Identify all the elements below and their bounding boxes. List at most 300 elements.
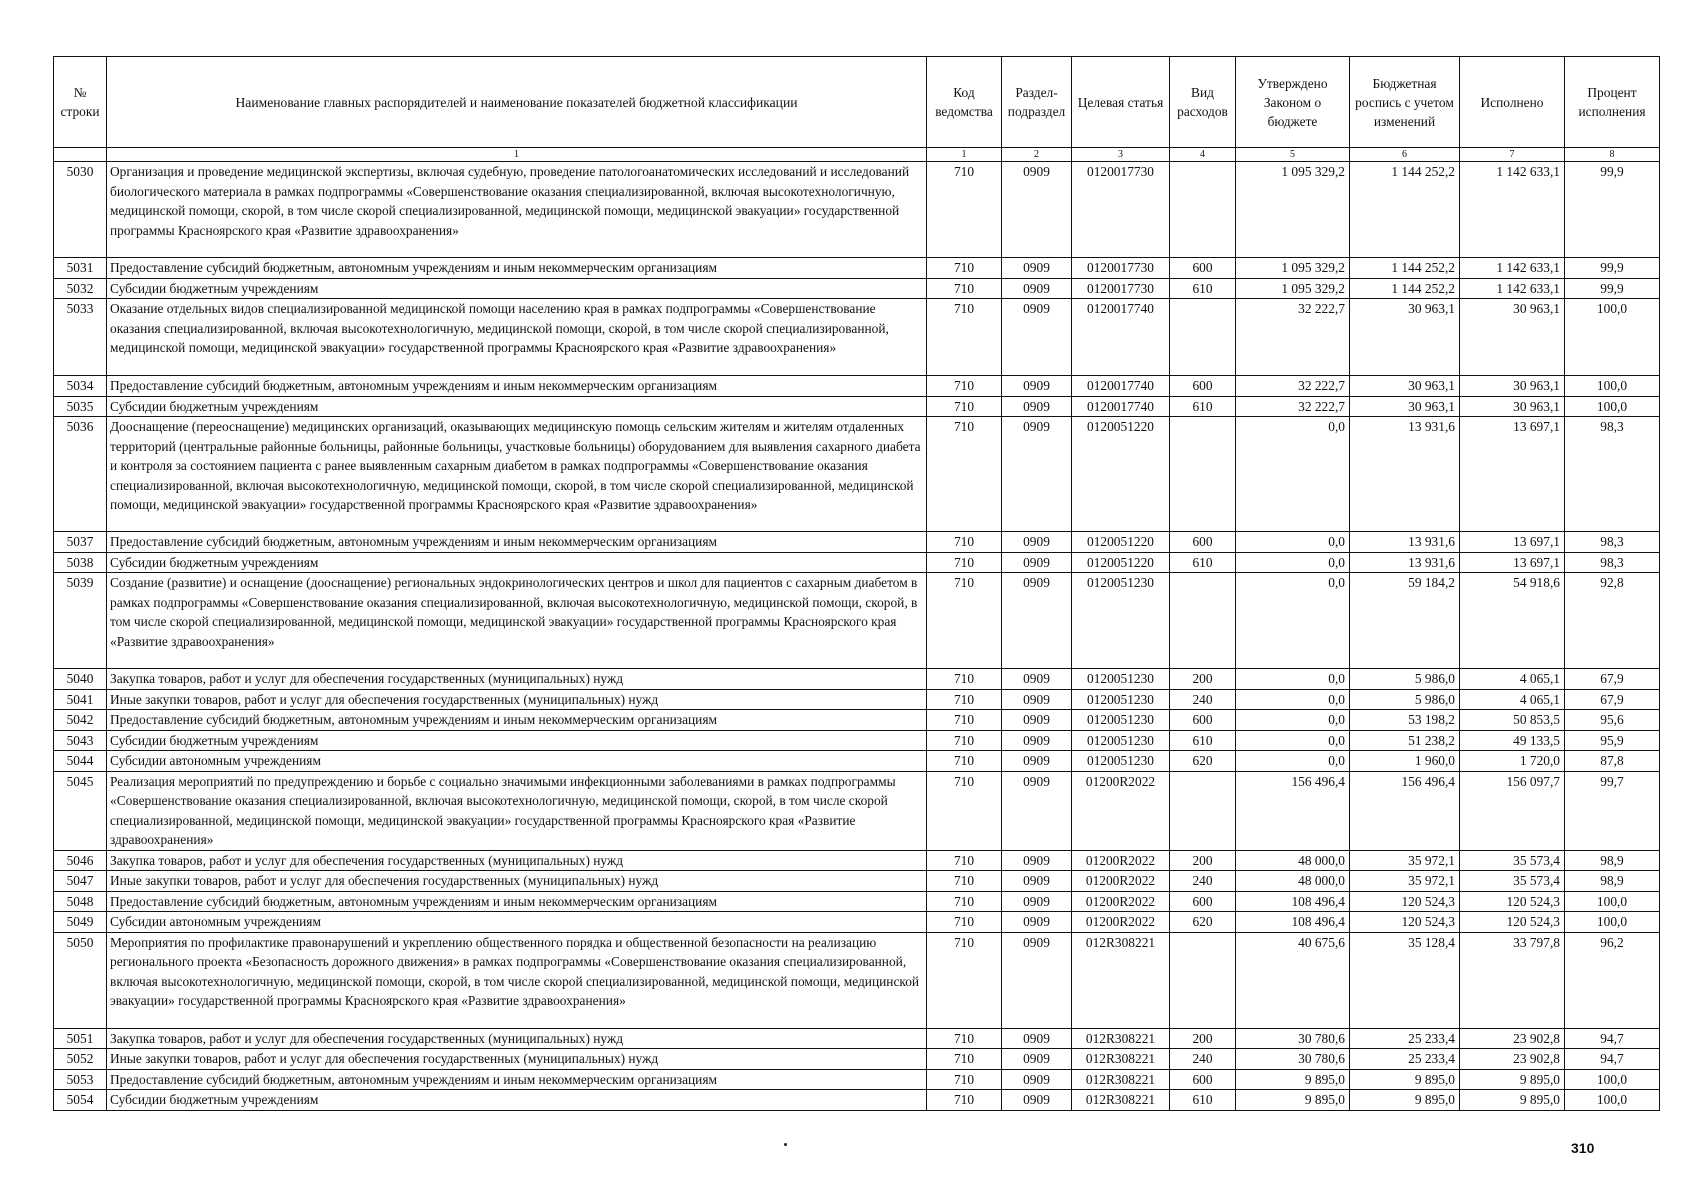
row-number: 5053	[54, 1069, 107, 1090]
row-target-item: 0120017740	[1072, 299, 1170, 376]
column-number	[54, 148, 107, 162]
row-expense-type: 610	[1170, 396, 1236, 417]
row-percent: 98,3	[1565, 552, 1660, 573]
row-expense-type: 200	[1170, 850, 1236, 871]
row-dept-code: 710	[927, 278, 1002, 299]
row-dept-code: 710	[927, 850, 1002, 871]
row-section: 0909	[1002, 669, 1072, 690]
row-budget-schedule: 1 144 252,2	[1350, 278, 1460, 299]
column-number: 1	[107, 148, 927, 162]
row-expense-type: 610	[1170, 730, 1236, 751]
row-executed: 30 963,1	[1460, 376, 1565, 397]
table-row	[54, 730, 1660, 751]
row-dept-code: 710	[927, 669, 1002, 690]
row-approved: 48 000,0	[1236, 871, 1350, 892]
row-percent: 67,9	[1565, 689, 1660, 710]
row-target-item: 0120051220	[1072, 552, 1170, 573]
row-target-item: 012R308221	[1072, 1028, 1170, 1049]
row-name: Мероприятия по профилактике правонарушений и укреплению общественного порядка и общественной безопасности на реализацию регионального проекта «Безопасность дорожного движения» в рамках подпрограммы «Совершенствование оказания специализированной, включая высокотехнологичную, медицинской помощи, скорой, в том числе скорой специализированной, медицинской помощи, медицинской эвакуации» государственной программы Красноярского края «Развитие здравоохранения»	[107, 932, 927, 1028]
row-expense-type	[1170, 771, 1236, 850]
row-budget-schedule: 35 128,4	[1350, 932, 1460, 1028]
row-dept-code: 710	[927, 932, 1002, 1028]
row-approved: 0,0	[1236, 417, 1350, 532]
row-dept-code: 710	[927, 162, 1002, 258]
row-budget-schedule: 9 895,0	[1350, 1090, 1460, 1111]
row-target-item: 0120051220	[1072, 532, 1170, 553]
row-executed: 23 902,8	[1460, 1028, 1565, 1049]
table-row	[54, 850, 1660, 871]
row-approved: 108 496,4	[1236, 912, 1350, 933]
row-name: Закупка товаров, работ и услуг для обеспечения государственных (муниципальных) нужд	[107, 669, 927, 690]
table-row	[54, 710, 1660, 731]
row-section: 0909	[1002, 278, 1072, 299]
row-executed: 120 524,3	[1460, 912, 1565, 933]
row-target-item: 0120051230	[1072, 751, 1170, 772]
row-executed: 1 142 633,1	[1460, 278, 1565, 299]
row-section: 0909	[1002, 1049, 1072, 1070]
row-expense-type	[1170, 932, 1236, 1028]
row-executed: 54 918,6	[1460, 573, 1565, 669]
row-budget-schedule: 59 184,2	[1350, 573, 1460, 669]
row-dept-code: 710	[927, 258, 1002, 279]
row-budget-schedule: 13 931,6	[1350, 417, 1460, 532]
row-executed: 49 133,5	[1460, 730, 1565, 751]
row-section: 0909	[1002, 552, 1072, 573]
row-executed: 1 142 633,1	[1460, 258, 1565, 279]
row-expense-type: 200	[1170, 1028, 1236, 1049]
row-executed: 35 573,4	[1460, 850, 1565, 871]
row-expense-type: 600	[1170, 710, 1236, 731]
row-number: 5051	[54, 1028, 107, 1049]
row-dept-code: 710	[927, 751, 1002, 772]
column-number-row	[54, 148, 1660, 162]
row-approved: 40 675,6	[1236, 932, 1350, 1028]
row-approved: 108 496,4	[1236, 891, 1350, 912]
row-number: 5047	[54, 871, 107, 892]
row-approved: 9 895,0	[1236, 1090, 1350, 1111]
row-expense-type: 600	[1170, 1069, 1236, 1090]
table-row	[54, 771, 1660, 850]
row-target-item: 01200R2022	[1072, 850, 1170, 871]
row-name: Предоставление субсидий бюджетным, автономным учреждениям и иным некоммерческим организациям	[107, 376, 927, 397]
row-approved: 156 496,4	[1236, 771, 1350, 850]
row-approved: 9 895,0	[1236, 1069, 1350, 1090]
row-executed: 156 097,7	[1460, 771, 1565, 850]
row-percent: 92,8	[1565, 573, 1660, 669]
row-target-item: 01200R2022	[1072, 912, 1170, 933]
row-expense-type: 600	[1170, 376, 1236, 397]
table-row	[54, 573, 1660, 669]
column-number: 1	[927, 148, 1002, 162]
row-approved: 1 095 329,2	[1236, 278, 1350, 299]
row-budget-schedule: 9 895,0	[1350, 1069, 1460, 1090]
row-number: 5054	[54, 1090, 107, 1111]
row-name: Закупка товаров, работ и услуг для обеспечения государственных (муниципальных) нужд	[107, 850, 927, 871]
row-section: 0909	[1002, 299, 1072, 376]
row-expense-type	[1170, 417, 1236, 532]
row-section: 0909	[1002, 1090, 1072, 1111]
row-section: 0909	[1002, 771, 1072, 850]
row-name: Оказание отдельных видов специализированной медицинской помощи населению края в рамках подпрограммы «Совершенствование оказания специализированной, включая высокотехнологичную, медицинской помощи, скорой, в том числе скорой специализированной, медицинской помощи, медицинской эвакуации» государственной программы Красноярского края «Развитие здравоохранения»	[107, 299, 927, 376]
row-percent: 98,9	[1565, 850, 1660, 871]
row-percent: 100,0	[1565, 396, 1660, 417]
row-section: 0909	[1002, 532, 1072, 553]
header-executed: Исполнено	[1460, 57, 1565, 148]
row-name: Предоставление субсидий бюджетным, автономным учреждениям и иным некоммерческим организациям	[107, 532, 927, 553]
row-approved: 0,0	[1236, 710, 1350, 731]
table-row	[54, 376, 1660, 397]
row-name: Иные закупки товаров, работ и услуг для обеспечения государственных (муниципальных) нужд	[107, 871, 927, 892]
table-row	[54, 278, 1660, 299]
table-row	[54, 1069, 1660, 1090]
row-name: Субсидии автономным учреждениям	[107, 912, 927, 933]
row-approved: 1 095 329,2	[1236, 258, 1350, 279]
row-percent: 94,7	[1565, 1028, 1660, 1049]
row-number: 5048	[54, 891, 107, 912]
row-budget-schedule: 120 524,3	[1350, 891, 1460, 912]
row-budget-schedule: 53 198,2	[1350, 710, 1460, 731]
table-row	[54, 751, 1660, 772]
row-section: 0909	[1002, 573, 1072, 669]
row-approved: 48 000,0	[1236, 850, 1350, 871]
row-section: 0909	[1002, 710, 1072, 731]
row-percent: 100,0	[1565, 912, 1660, 933]
row-name: Предоставление субсидий бюджетным, автономным учреждениям и иным некоммерческим организациям	[107, 258, 927, 279]
row-target-item: 0120017740	[1072, 396, 1170, 417]
row-target-item: 0120051230	[1072, 710, 1170, 731]
table-row	[54, 552, 1660, 573]
row-executed: 23 902,8	[1460, 1049, 1565, 1070]
row-section: 0909	[1002, 376, 1072, 397]
header-target-item: Целевая статья	[1072, 57, 1170, 148]
row-approved: 0,0	[1236, 532, 1350, 553]
column-number: 4	[1170, 148, 1236, 162]
row-expense-type	[1170, 162, 1236, 258]
row-budget-schedule: 120 524,3	[1350, 912, 1460, 933]
row-target-item: 012R308221	[1072, 1090, 1170, 1111]
row-approved: 0,0	[1236, 552, 1350, 573]
row-dept-code: 710	[927, 1069, 1002, 1090]
row-name: Субсидии бюджетным учреждениям	[107, 730, 927, 751]
row-expense-type: 610	[1170, 278, 1236, 299]
row-percent: 99,9	[1565, 162, 1660, 258]
row-approved: 30 780,6	[1236, 1049, 1350, 1070]
row-target-item: 01200R2022	[1072, 891, 1170, 912]
row-section: 0909	[1002, 1069, 1072, 1090]
row-percent: 98,9	[1565, 871, 1660, 892]
row-approved: 0,0	[1236, 669, 1350, 690]
row-budget-schedule: 25 233,4	[1350, 1049, 1460, 1070]
table-row	[54, 1049, 1660, 1070]
row-name: Реализация мероприятий по предупреждению и борьбе с социально значимыми инфекционными заболеваниями в рамках подпрограммы «Совершенствование оказания специализированной, включая высокотехнологичную, медицинской помощи, скорой, в том числе скорой специализированной, медицинской помощи, медицинской эвакуации» государственной программы Красноярского края «Развитие здравоохранения»	[107, 771, 927, 850]
row-percent: 100,0	[1565, 1069, 1660, 1090]
row-name: Предоставление субсидий бюджетным, автономным учреждениям и иным некоммерческим организациям	[107, 1069, 927, 1090]
row-executed: 13 697,1	[1460, 532, 1565, 553]
row-target-item: 0120051230	[1072, 573, 1170, 669]
row-target-item: 0120017740	[1072, 376, 1170, 397]
row-target-item: 0120017730	[1072, 278, 1170, 299]
row-approved: 0,0	[1236, 689, 1350, 710]
row-section: 0909	[1002, 871, 1072, 892]
row-percent: 99,9	[1565, 258, 1660, 279]
row-number: 5049	[54, 912, 107, 933]
row-executed: 30 963,1	[1460, 299, 1565, 376]
row-dept-code: 710	[927, 1090, 1002, 1111]
row-name: Создание (развитие) и оснащение (дооснащение) региональных эндокринологических центров и школ для пациентов с сахарным диабетом в рамках подпрограммы «Совершенствование оказания специализированной, включая высокотехнологичную, медицинской помощи, скорой, в том числе скорой специализированной, медицинской помощи, медицинской эвакуации» государственной программы Красноярского края «Развитие здравоохранения»	[107, 573, 927, 669]
row-approved: 1 095 329,2	[1236, 162, 1350, 258]
row-number: 5046	[54, 850, 107, 871]
row-percent: 100,0	[1565, 299, 1660, 376]
table-row	[54, 258, 1660, 279]
row-percent: 99,9	[1565, 278, 1660, 299]
row-executed: 1 142 633,1	[1460, 162, 1565, 258]
table-row	[54, 932, 1660, 1028]
row-percent: 100,0	[1565, 1090, 1660, 1111]
scan-dot	[784, 1143, 787, 1146]
table-row	[54, 871, 1660, 892]
header-name: Наименование главных распорядителей и наименование показателей бюджетной классификации	[107, 57, 927, 148]
row-budget-schedule: 1 144 252,2	[1350, 162, 1460, 258]
row-percent: 96,2	[1565, 932, 1660, 1028]
table-row	[54, 1090, 1660, 1111]
row-approved: 32 222,7	[1236, 299, 1350, 376]
row-target-item: 0120051230	[1072, 689, 1170, 710]
row-expense-type: 600	[1170, 258, 1236, 279]
row-name: Предоставление субсидий бюджетным, автономным учреждениям и иным некоммерческим организациям	[107, 710, 927, 731]
budget-execution-table	[53, 56, 1660, 1111]
row-expense-type: 600	[1170, 891, 1236, 912]
row-approved: 32 222,7	[1236, 396, 1350, 417]
row-number: 5043	[54, 730, 107, 751]
row-executed: 4 065,1	[1460, 669, 1565, 690]
row-target-item: 01200R2022	[1072, 871, 1170, 892]
row-target-item: 01200R2022	[1072, 771, 1170, 850]
row-number: 5037	[54, 532, 107, 553]
row-percent: 100,0	[1565, 376, 1660, 397]
row-budget-schedule: 1 144 252,2	[1350, 258, 1460, 279]
row-executed: 13 697,1	[1460, 552, 1565, 573]
row-budget-schedule: 30 963,1	[1350, 299, 1460, 376]
column-number: 2	[1002, 148, 1072, 162]
row-target-item: 0120051220	[1072, 417, 1170, 532]
table-row	[54, 891, 1660, 912]
row-dept-code: 710	[927, 689, 1002, 710]
row-budget-schedule: 13 931,6	[1350, 532, 1460, 553]
table-row	[54, 689, 1660, 710]
row-expense-type: 610	[1170, 552, 1236, 573]
column-number: 3	[1072, 148, 1170, 162]
row-name: Субсидии бюджетным учреждениям	[107, 278, 927, 299]
row-budget-schedule: 51 238,2	[1350, 730, 1460, 751]
row-dept-code: 710	[927, 1049, 1002, 1070]
row-dept-code: 710	[927, 891, 1002, 912]
row-expense-type: 620	[1170, 912, 1236, 933]
row-target-item: 0120051230	[1072, 730, 1170, 751]
row-name: Субсидии автономным учреждениям	[107, 751, 927, 772]
row-percent: 87,8	[1565, 751, 1660, 772]
row-name: Дооснащение (переоснащение) медицинских организаций, оказывающих медицинскую помощь сельским жителям и жителям отдаленных территорий (центральные районные больницы, районные больницы, участковые больницы) оборудованием для выявления сахарного диабета и контроля за состоянием пациента с ранее выявленным сахарным диабетом в рамках подпрограммы «Совершенствование оказания специализированной, включая высокотехнологичную, медицинской помощи, скорой, в том числе скорой специализированной, медицинской помощи, медицинской эвакуации» государственной программы Красноярского края «Развитие здравоохранения»	[107, 417, 927, 532]
row-percent: 95,9	[1565, 730, 1660, 751]
row-section: 0909	[1002, 912, 1072, 933]
row-approved: 32 222,7	[1236, 376, 1350, 397]
row-budget-schedule: 156 496,4	[1350, 771, 1460, 850]
row-name: Закупка товаров, работ и услуг для обеспечения государственных (муниципальных) нужд	[107, 1028, 927, 1049]
row-name: Предоставление субсидий бюджетным, автономным учреждениям и иным некоммерческим организациям	[107, 891, 927, 912]
row-approved: 0,0	[1236, 751, 1350, 772]
row-target-item: 0120017730	[1072, 258, 1170, 279]
header-percent: Процент исполнения	[1565, 57, 1660, 148]
row-name: Иные закупки товаров, работ и услуг для обеспечения государственных (муниципальных) нужд	[107, 1049, 927, 1070]
row-dept-code: 710	[927, 912, 1002, 933]
row-dept-code: 710	[927, 730, 1002, 751]
table-row	[54, 669, 1660, 690]
row-number: 5050	[54, 932, 107, 1028]
row-target-item: 0120051230	[1072, 669, 1170, 690]
row-section: 0909	[1002, 162, 1072, 258]
row-section: 0909	[1002, 730, 1072, 751]
row-dept-code: 710	[927, 573, 1002, 669]
row-number: 5035	[54, 396, 107, 417]
row-executed: 9 895,0	[1460, 1069, 1565, 1090]
header-approved: Утверждено Законом о бюджете	[1236, 57, 1350, 148]
row-dept-code: 710	[927, 532, 1002, 553]
row-expense-type: 200	[1170, 669, 1236, 690]
row-executed: 30 963,1	[1460, 396, 1565, 417]
header-section: Раздел-подраздел	[1002, 57, 1072, 148]
row-dept-code: 710	[927, 871, 1002, 892]
row-budget-schedule: 30 963,1	[1350, 396, 1460, 417]
row-number: 5032	[54, 278, 107, 299]
row-name: Организация и проведение медицинской экспертизы, включая судебную, проведение патологоанатомических исследований и исследований биологического материала в рамках подпрограммы «Совершенствование оказания специализированной, включая высокотехнологичную, медицинской помощи, скорой, в том числе скорой специализированной, медицинской помощи, медицинской эвакуации» государственной программы Красноярского края «Развитие здравоохранения»	[107, 162, 927, 258]
row-percent: 67,9	[1565, 669, 1660, 690]
row-budget-schedule: 35 972,1	[1350, 850, 1460, 871]
row-budget-schedule: 13 931,6	[1350, 552, 1460, 573]
row-name: Субсидии бюджетным учреждениям	[107, 396, 927, 417]
row-budget-schedule: 35 972,1	[1350, 871, 1460, 892]
row-executed: 1 720,0	[1460, 751, 1565, 772]
row-dept-code: 710	[927, 376, 1002, 397]
row-budget-schedule: 5 986,0	[1350, 689, 1460, 710]
table-header	[54, 57, 1660, 162]
row-dept-code: 710	[927, 299, 1002, 376]
table-row	[54, 1028, 1660, 1049]
table-row	[54, 299, 1660, 376]
row-expense-type: 620	[1170, 751, 1236, 772]
row-target-item: 012R308221	[1072, 1069, 1170, 1090]
budget-execution-table-sheet	[53, 56, 1659, 1111]
row-percent: 94,7	[1565, 1049, 1660, 1070]
row-section: 0909	[1002, 932, 1072, 1028]
row-dept-code: 710	[927, 710, 1002, 731]
row-executed: 50 853,5	[1460, 710, 1565, 731]
row-expense-type: 240	[1170, 1049, 1236, 1070]
row-approved: 0,0	[1236, 730, 1350, 751]
row-expense-type: 240	[1170, 871, 1236, 892]
row-target-item: 012R308221	[1072, 1049, 1170, 1070]
row-number: 5033	[54, 299, 107, 376]
row-approved: 30 780,6	[1236, 1028, 1350, 1049]
header-row-no: № строки	[54, 57, 107, 148]
row-percent: 99,7	[1565, 771, 1660, 850]
row-number: 5041	[54, 689, 107, 710]
row-section: 0909	[1002, 258, 1072, 279]
table-row	[54, 162, 1660, 258]
row-dept-code: 710	[927, 1028, 1002, 1049]
row-dept-code: 710	[927, 771, 1002, 850]
row-number: 5030	[54, 162, 107, 258]
row-budget-schedule: 1 960,0	[1350, 751, 1460, 772]
table-row	[54, 912, 1660, 933]
row-number: 5045	[54, 771, 107, 850]
row-executed: 13 697,1	[1460, 417, 1565, 532]
row-executed: 120 524,3	[1460, 891, 1565, 912]
row-name: Субсидии бюджетным учреждениям	[107, 552, 927, 573]
row-executed: 4 065,1	[1460, 689, 1565, 710]
row-name: Субсидии бюджетным учреждениям	[107, 1090, 927, 1111]
row-budget-schedule: 25 233,4	[1350, 1028, 1460, 1049]
row-percent: 95,6	[1565, 710, 1660, 731]
page-number: 310	[1571, 1140, 1595, 1156]
column-number: 5	[1236, 148, 1350, 162]
column-number: 8	[1565, 148, 1660, 162]
row-number: 5038	[54, 552, 107, 573]
row-number: 5044	[54, 751, 107, 772]
row-expense-type	[1170, 299, 1236, 376]
table-body	[54, 162, 1660, 1111]
row-percent: 100,0	[1565, 891, 1660, 912]
row-executed: 9 895,0	[1460, 1090, 1565, 1111]
header-dept-code: Код ведомства	[927, 57, 1002, 148]
header-budget-schedule: Бюджетная роспись с учетом изменений	[1350, 57, 1460, 148]
row-dept-code: 710	[927, 396, 1002, 417]
row-expense-type: 600	[1170, 532, 1236, 553]
row-budget-schedule: 30 963,1	[1350, 376, 1460, 397]
row-executed: 33 797,8	[1460, 932, 1565, 1028]
row-number: 5042	[54, 710, 107, 731]
row-percent: 98,3	[1565, 532, 1660, 553]
row-expense-type: 610	[1170, 1090, 1236, 1111]
row-number: 5031	[54, 258, 107, 279]
row-section: 0909	[1002, 891, 1072, 912]
row-approved: 0,0	[1236, 573, 1350, 669]
row-number: 5036	[54, 417, 107, 532]
row-expense-type	[1170, 573, 1236, 669]
column-number: 6	[1350, 148, 1460, 162]
row-section: 0909	[1002, 396, 1072, 417]
table-row	[54, 532, 1660, 553]
table-row	[54, 396, 1660, 417]
row-executed: 35 573,4	[1460, 871, 1565, 892]
row-name: Иные закупки товаров, работ и услуг для обеспечения государственных (муниципальных) нужд	[107, 689, 927, 710]
row-section: 0909	[1002, 751, 1072, 772]
row-budget-schedule: 5 986,0	[1350, 669, 1460, 690]
row-section: 0909	[1002, 1028, 1072, 1049]
row-target-item: 0120017730	[1072, 162, 1170, 258]
row-target-item: 012R308221	[1072, 932, 1170, 1028]
row-expense-type: 240	[1170, 689, 1236, 710]
row-percent: 98,3	[1565, 417, 1660, 532]
row-number: 5052	[54, 1049, 107, 1070]
row-number: 5034	[54, 376, 107, 397]
header-expense-type: Вид расходов	[1170, 57, 1236, 148]
row-number: 5040	[54, 669, 107, 690]
row-section: 0909	[1002, 417, 1072, 532]
row-dept-code: 710	[927, 552, 1002, 573]
row-number: 5039	[54, 573, 107, 669]
column-number: 7	[1460, 148, 1565, 162]
table-row	[54, 417, 1660, 532]
row-section: 0909	[1002, 850, 1072, 871]
